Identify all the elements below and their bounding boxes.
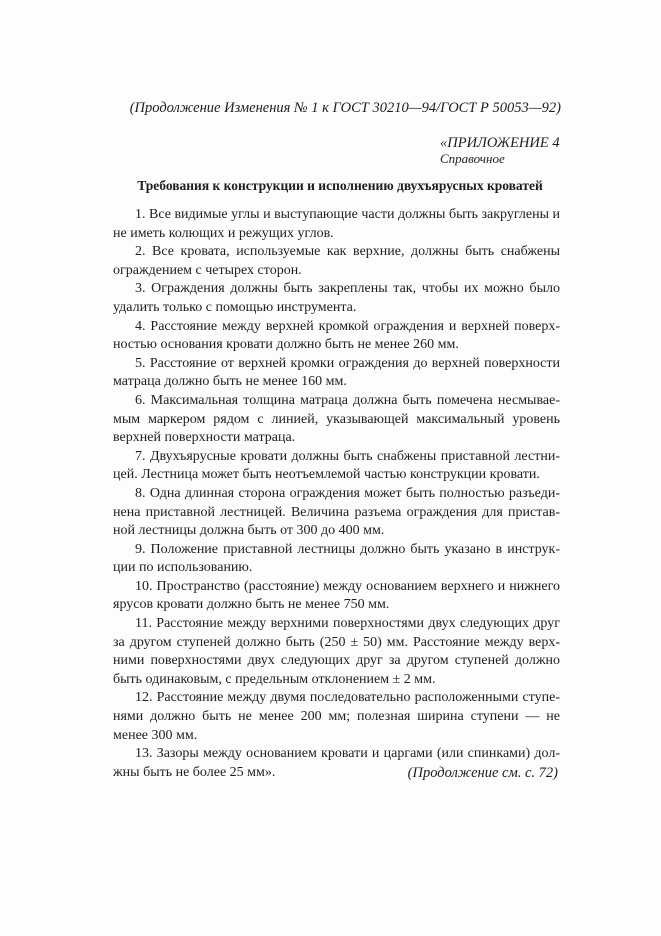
appendix-title: «ПРИЛОЖЕНИЕ 4 — [440, 135, 560, 151]
footer-continuation-note: (Продолжение см. с. 72) — [407, 765, 558, 781]
appendix-heading — [440, 135, 640, 166]
requirement-paragraph: 8. Одна длинная сторона ограждения может быть полностью разъединена приставной лестницей. Величина разъема ограждения для приставной лестницы должна быть от 300 до 400 мм. — [113, 485, 560, 539]
appendix-subtitle: Справочное — [440, 151, 505, 166]
requirement-paragraph: 3. Ограждения должны быть закреплены так, чтобы их можно было удалить только с помощью инструмента. — [113, 281, 560, 315]
requirement-paragraph: 1. Все видимые углы и выступающие части должны быть закруглены и не иметь колющих и режущих углов. — [113, 207, 560, 241]
section-title: Требования к конструкции и исполнению двухъярусных кроватей — [137, 178, 543, 193]
requirement-paragraph: 2. Все кровата, используемые как верхние, должны быть снабжены ограждением с четырех сторон. — [113, 244, 560, 278]
header-continuation-note: (Продолжение Изменения № 1 к ГОСТ 30210—94/ГОСТ Р 50053—92) — [129, 100, 561, 116]
requirement-paragraph: 9. Положение приставной лестницы должно быть указано в инструкции по использованию. — [113, 541, 560, 576]
requirement-paragraph: 6. Максимальная толщина матраца должна быть помечена несмываемым маркером рядом с линией, указывающей максимальный уровень верхней поверхности матраца. — [113, 392, 560, 446]
requirements-list — [113, 206, 560, 782]
requirement-paragraph: 13. Зазоры между основанием кровати и царгами (или спинками) должны быть не более 25 мм». — [113, 746, 560, 780]
requirement-paragraph: 5. Расстояние от верхней кромки ограждения до верхней поверхности матраца должно быть не менее 160 мм. — [113, 355, 560, 390]
requirement-paragraph: 11. Расстояние между верхними поверхностями двух следующих друг за другом ступеней должно быть (250 ± 50) мм. Расстояние между верхними поверхностями двух следующих друг за другом ступеней должно быть одинаковым, с предельным отклонением ± 2 мм. — [113, 616, 560, 687]
requirement-paragraph: 4. Расстояние между верхней кромкой ограждения и верхней поверхностью основания кровати должно быть не менее 260 мм. — [113, 318, 560, 353]
requirement-paragraph: 10. Пространство (расстояние) между основанием верхнего и нижнего ярусов кровати должно быть не менее 750 мм. — [113, 578, 560, 613]
requirement-paragraph: 7. Двухъярусные кровати должны быть снабжены приставной лестницей. Лестница может быть неотъемлемой частью конструкции кровати. — [113, 448, 560, 483]
requirement-paragraph: 12. Расстояние между двумя последовательно расположенными ступенями должно быть не менее 200 мм; полезная ширина ступени — не менее 300 мм. — [113, 690, 560, 743]
